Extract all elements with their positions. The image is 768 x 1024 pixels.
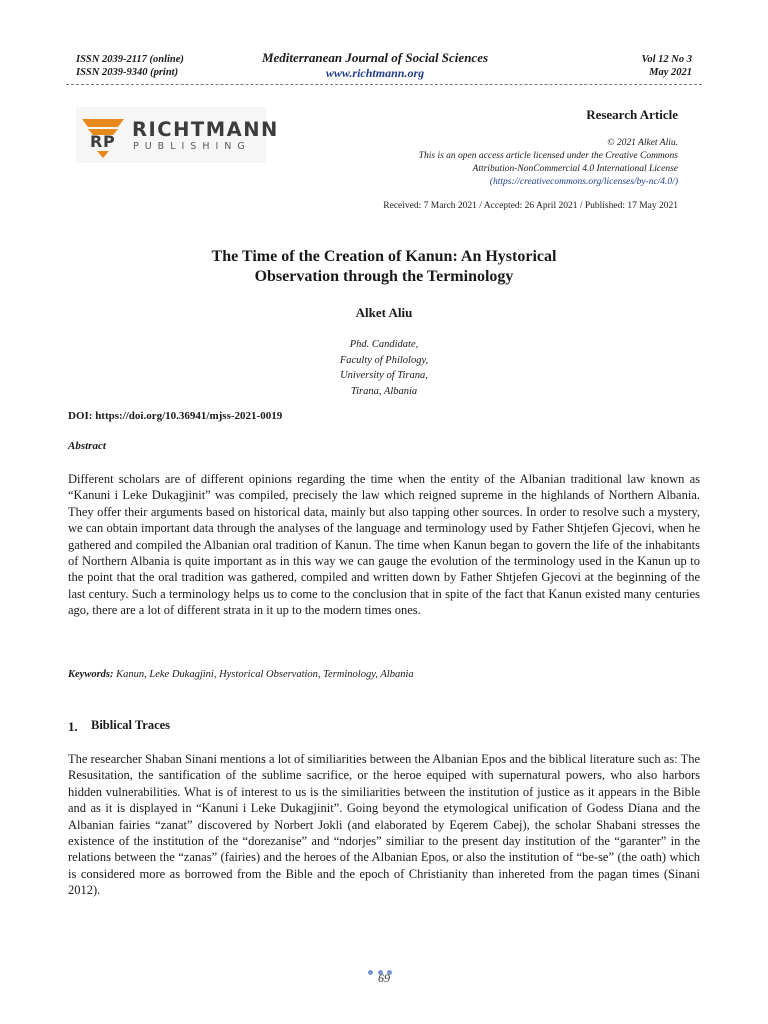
svg-text:R: R: [90, 132, 103, 151]
logo-subtitle: PUBLISHING: [133, 141, 251, 152]
affiliation-line: Faculty of Philology,: [339, 354, 429, 366]
header-divider: [66, 84, 702, 85]
abstract-heading: Abstract: [68, 440, 106, 452]
section-number: 1.: [68, 719, 78, 734]
author-name: Alket Aliu: [355, 305, 413, 320]
affiliation-line: University of Tirana,: [340, 370, 428, 381]
affiliation-line: Tirana, Albania: [350, 385, 418, 397]
publisher-logo: [76, 107, 279, 163]
doi[interactable]: DOI: https://doi.org/10.36941/mjss-2021-0019: [68, 410, 283, 422]
journal-block: [200, 50, 550, 81]
footer-dots: [368, 962, 400, 970]
title-line-2: Observation through the Terminology: [254, 268, 514, 285]
copyright: © 2021 Alket Aliu.: [607, 138, 678, 148]
rp-monogram-icon: [80, 113, 126, 159]
publication-dates: Received: 7 March 2021 / Accepted: 26 April 2021 / Published: 17 May 2021: [383, 201, 678, 211]
paper-title: [150, 247, 618, 287]
svg-text:P: P: [103, 132, 115, 151]
keywords-label: Keywords:: [68, 669, 114, 680]
license-block: [298, 137, 678, 189]
issn-print: ISSN 2039-9340 (print): [76, 67, 179, 78]
license-link[interactable]: (https://creativecommons.org/licenses/by-nc/4.0/): [489, 177, 678, 187]
article-type: Research Article: [586, 107, 678, 122]
license-name: Attribution-NonCommercial 4.0 International License: [472, 164, 678, 174]
keywords-list: Kanun, Leke Dukagjini, Hystorical Observation, Terminology, Albania: [116, 669, 414, 680]
volume-number: Vol 12 No 3: [641, 54, 692, 65]
section-title: Biblical Traces: [91, 718, 171, 732]
volume-block: [642, 53, 692, 79]
issn-online: ISSN 2039-2117 (online): [76, 54, 184, 65]
keywords: [68, 669, 414, 680]
logo-wordmark: RICHTMANN: [132, 118, 279, 141]
issue-date: May 2021: [649, 67, 692, 78]
page-number: 69: [378, 971, 390, 985]
issn-block: [76, 53, 184, 79]
license-line: This is an open access article licensed under the Creative Commons: [418, 151, 678, 161]
journal-url[interactable]: www.richtmann.org: [325, 66, 425, 80]
abstract-text: Different scholars are of different opinions regarding the time when the entity of the Albanian traditional law known as “Kanuni i Leke Dukagjinit” was compiled, precisely the law which reigned supreme in the highlands of Northern Albania. They offer their arguments based on historical data, mainly but also tapping other sources. In order to resolve such a mystery, we can obtain important data through the analyses of the language and terminology used by Father Shtjefen Gjecovi, when he gathered and compiled the Albanian oral tradition of Kanun. The time when Kanun began to govern the life of the inhabitants of Northern Albania is quite important as in this way we can gauge the evolution of the terminology used in the Kanun up to the point that the oral tradition was gathered, compiled and written down by Father Shtjefen Gjecovi at the beginning of the last century. Such a terminology helps us to come to the conclusion that in spite of the fact that Kanun existed many centuries ago, there are a lot of different strata in it up to the modern times ones.: [68, 472, 700, 618]
affiliation: [0, 337, 768, 399]
section-body: The researcher Shaban Sinani mentions a lot of similiarities between the Albanian Epos and the biblical literature such as: The Resusitation, the santification of the sublime sacrifice, or the heroe equiped with supernatural powers, who also harbors hidden vulnerabilities. What is of interest to us is the similiarities between the institution of justice as it appears in the Bible and as it is displayed in “Kanuni i Leke Dukagjinit”. Going beyond the etymological unification of Godess Diana and the Albanian fairies “zanat” discovered by Norbert Jokli (and elaborated by Eqerem Cabej), the scholar Shabani stresses the existence of the institution of the “dorezanise” and “ndorjes” similiar to the present day institution of the “garanter” in the relations between the “zanas” (fairies) and the heroes of the Albanian Epos, or also the institution of “be-se” (the oath) which is considered more as borrowed from the Bible and the epoch of Christianity than inhereted from the pagan times (Sinani 2012).: [68, 752, 700, 898]
journal-name: Mediterranean Journal of Social Sciences: [261, 50, 489, 65]
affiliation-line: Phd. Candidate,: [349, 339, 419, 350]
title-line-1: The Time of the Creation of Kanun: An Hystorical: [211, 248, 557, 265]
